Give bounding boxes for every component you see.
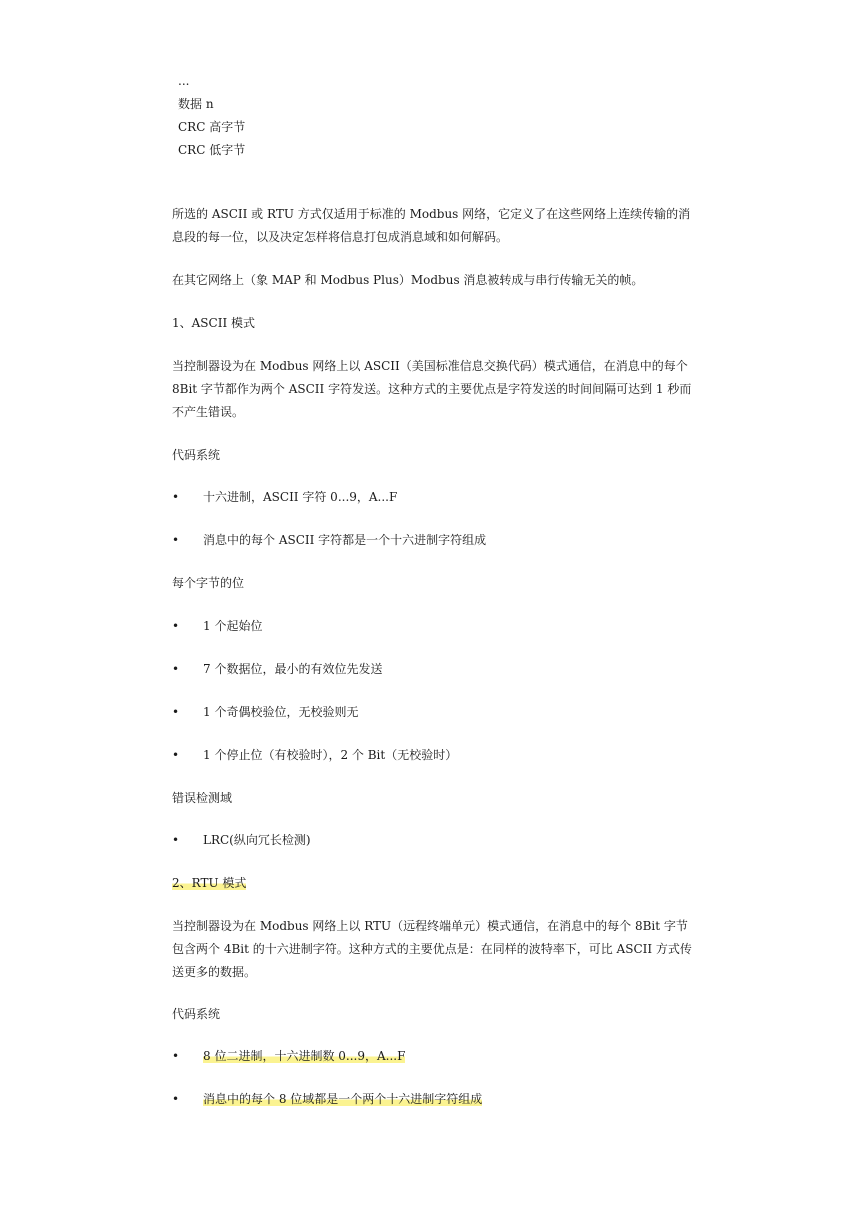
list-item-text: 7 个数据位，最小的有效位先发送 xyxy=(203,662,383,676)
paragraph-ascii-description: 当控制器设为在 Modbus 网络上以 ASCII（美国标准信息交换代码）模式通信，在消息中的每个 8Bit 字节都作为两个 ASCII 字符发送。这种方式的主要优点是字符发送的时间间隔可达到 1 秒而不产生错误。 xyxy=(172,359,692,419)
bullet-icon: • xyxy=(172,490,180,504)
heading-ascii-mode: 1、ASCII 模式 xyxy=(172,316,255,330)
highlight-mark: 2、RTU 模式 xyxy=(172,876,247,890)
list-item-text: 十六进制，ASCII 字符 0...9，A...F xyxy=(203,490,398,504)
paragraph-rtu-description: 当控制器设为在 Modbus 网络上以 RTU（远程终端单元）模式通信，在消息中的每个 8Bit 字节包含两个 4Bit 的十六进制字符。这种方式的主要优点是：在同样的波特率下，可比 ASCII 方式传送更多的数据。 xyxy=(172,919,692,979)
bullet-icon: • xyxy=(172,1092,180,1106)
bullet-icon: • xyxy=(172,662,180,676)
bullet-icon: • xyxy=(172,833,180,847)
heading-error-check: 错误检测域 xyxy=(172,791,233,805)
frame-line-crc-high: CRC 高字节 xyxy=(178,120,246,134)
frame-line-ellipsis: ... xyxy=(178,74,190,88)
list-item-text: 1 个奇偶校验位，无校验则无 xyxy=(203,705,359,719)
list-item-text xyxy=(203,1045,405,1068)
paragraph-ascii-rtu-scope: 所选的 ASCII 或 RTU 方式仅适用于标准的 Modbus 网络，它定义了在这些网络上连续传输的消息段的每一位，以及决定怎样将信息打包成消息域和如何解码。 xyxy=(172,207,691,244)
bullet-icon: • xyxy=(172,748,180,762)
highlight-mark: 8 位二进制，十六进制数 0...9，A...F xyxy=(203,1049,406,1063)
bullet-icon: • xyxy=(172,619,180,633)
list-item-text: LRC(纵向冗长检测) xyxy=(203,833,311,847)
frame-line-crc-low: CRC 低字节 xyxy=(178,143,246,157)
list-item-text: 消息中的每个 ASCII 字符都是一个十六进制字符组成 xyxy=(203,533,487,547)
list-item-text: 1 个起始位 xyxy=(203,619,263,633)
heading-bits-per-byte: 每个字节的位 xyxy=(172,576,245,590)
bullet-icon: • xyxy=(172,1049,180,1063)
heading-code-system-rtu: 代码系统 xyxy=(172,1007,221,1021)
frame-line-data-n: 数据 n xyxy=(178,97,214,111)
bullet-icon: • xyxy=(172,705,180,719)
heading-code-system-ascii: 代码系统 xyxy=(172,448,221,462)
paragraph-other-networks: 在其它网络上（象 MAP 和 Modbus Plus）Modbus 消息被转成与串行传输无关的帧。 xyxy=(172,273,644,287)
list-item-text xyxy=(203,1088,482,1111)
highlight-mark: 消息中的每个 8 位域都是一个两个十六进制字符组成 xyxy=(203,1092,483,1106)
bullet-icon: • xyxy=(172,533,180,547)
list-item-text: 1 个停止位（有校验时），2 个 Bit（无校验时） xyxy=(203,748,458,762)
heading-rtu-mode xyxy=(172,872,692,895)
